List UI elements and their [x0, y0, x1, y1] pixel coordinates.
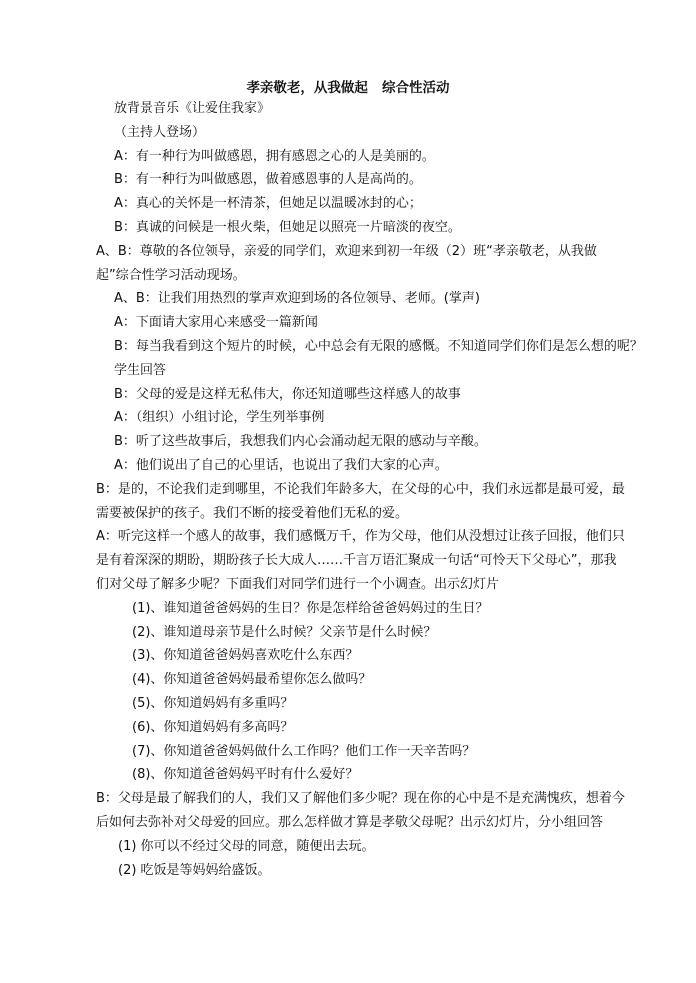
paragraph: B：父母是最了解我们的人，我们又了解他们多少呢？现在你的心中是不是充满愧疚，想着今后如何去弥补对父母爱的回应。那么怎样做才算是孝敬父母呢？出示幻灯片，分小组回答: [96, 791, 625, 830]
paragraph: B：真诚的问候是一根火柴，但她足以照亮一片暗淡的夜空。: [114, 219, 461, 235]
paragraph: 学生回答: [114, 362, 167, 378]
paragraph: A、B：让我们用热烈的掌声欢迎到场的各位领导、老师。(掌声): [114, 291, 480, 307]
document-title: 孝亲敬老，从我做起 综合性活动: [246, 80, 450, 96]
paragraph: A：下面请大家用心来感受一篇新闻: [114, 315, 318, 331]
paragraph: A、B：尊敬的各位领导，亲爱的同学们，欢迎来到初一年级（2）班“孝亲敬老，从我做起”综合性学习活动现场。: [96, 243, 597, 283]
document-body: [96, 97, 643, 882]
paragraph: A：有一种行为叫做感恩，拥有感恩之心的人是美丽的。: [114, 148, 435, 164]
paragraph: A：真心的关怀是一杯清茶，但她足以温暖冰封的心；: [114, 196, 422, 212]
survey-question: (5)、你知道妈妈有多重吗？: [132, 695, 294, 711]
paragraph: B：每当我看到这个短片的时候，心中总会有无限的感慨。不知道同学们你们是怎么想的呢？: [114, 338, 643, 354]
paragraph: B：父母的爱是这样无私伟大，你还知道哪些这样感人的故事: [114, 386, 461, 402]
paragraph: 放背景音乐《让爱住我家》: [114, 101, 271, 116]
paragraph: (1) 你可以不经过父母的同意，随便出去玩。: [118, 838, 375, 854]
paragraph: A：听完这样一个感人的故事，我们感慨万千，作为父母，他们从没想过让孩子回报，他们只是有着深深的期盼，期盼孩子长大成人……千言万语汇聚成一句话“可怜天下父母心”，那我们对父母了解多少呢？下面我们对同学们进行一个小调查。出示幻灯片: [96, 529, 625, 592]
paragraph: B：是的，不论我们走到哪里，不论我们年龄多大，在父母的心中，我们永远都是最可爱，最需要被保护的孩子。我们不断的接受着他们无私的爱。: [96, 481, 625, 521]
paragraph: A：（组织）小组讨论，学生列举事例: [114, 410, 325, 426]
survey-question: (1)、谁知道爸爸妈妈的生日？你是怎样给爸爸妈妈过的生日？: [132, 600, 489, 616]
paragraph: A：他们说出了自己的心里话，也说出了我们大家的心声。: [114, 457, 448, 473]
paragraph: B：听了这些故事后，我想我们内心会涌动起无限的感动与辛酸。: [114, 434, 487, 450]
survey-question: (4)、你知道爸爸妈妈最希望你怎么做吗？: [132, 672, 372, 688]
paragraph: （主持人登场）: [114, 124, 206, 140]
survey-question: (2)、谁知道母亲节是什么时候？父亲节是什么时候？: [132, 624, 437, 640]
paragraph: (2) 吃饭是等妈妈给盛饭。: [118, 862, 271, 878]
paragraph: B：有一种行为叫做感恩，做着感恩事的人是高尚的。: [114, 172, 422, 188]
survey-question: (6)、你知道妈妈有多高吗？: [132, 719, 294, 735]
survey-question: (3)、你知道爸爸妈妈喜欢吃什么东西？: [132, 648, 359, 664]
survey-question: (8)、你知道爸爸妈妈平时有什么爱好？: [132, 767, 359, 783]
survey-question: (7)、你知道爸爸妈妈做什么工作吗？他们工作一天辛苦吗？: [132, 743, 476, 759]
